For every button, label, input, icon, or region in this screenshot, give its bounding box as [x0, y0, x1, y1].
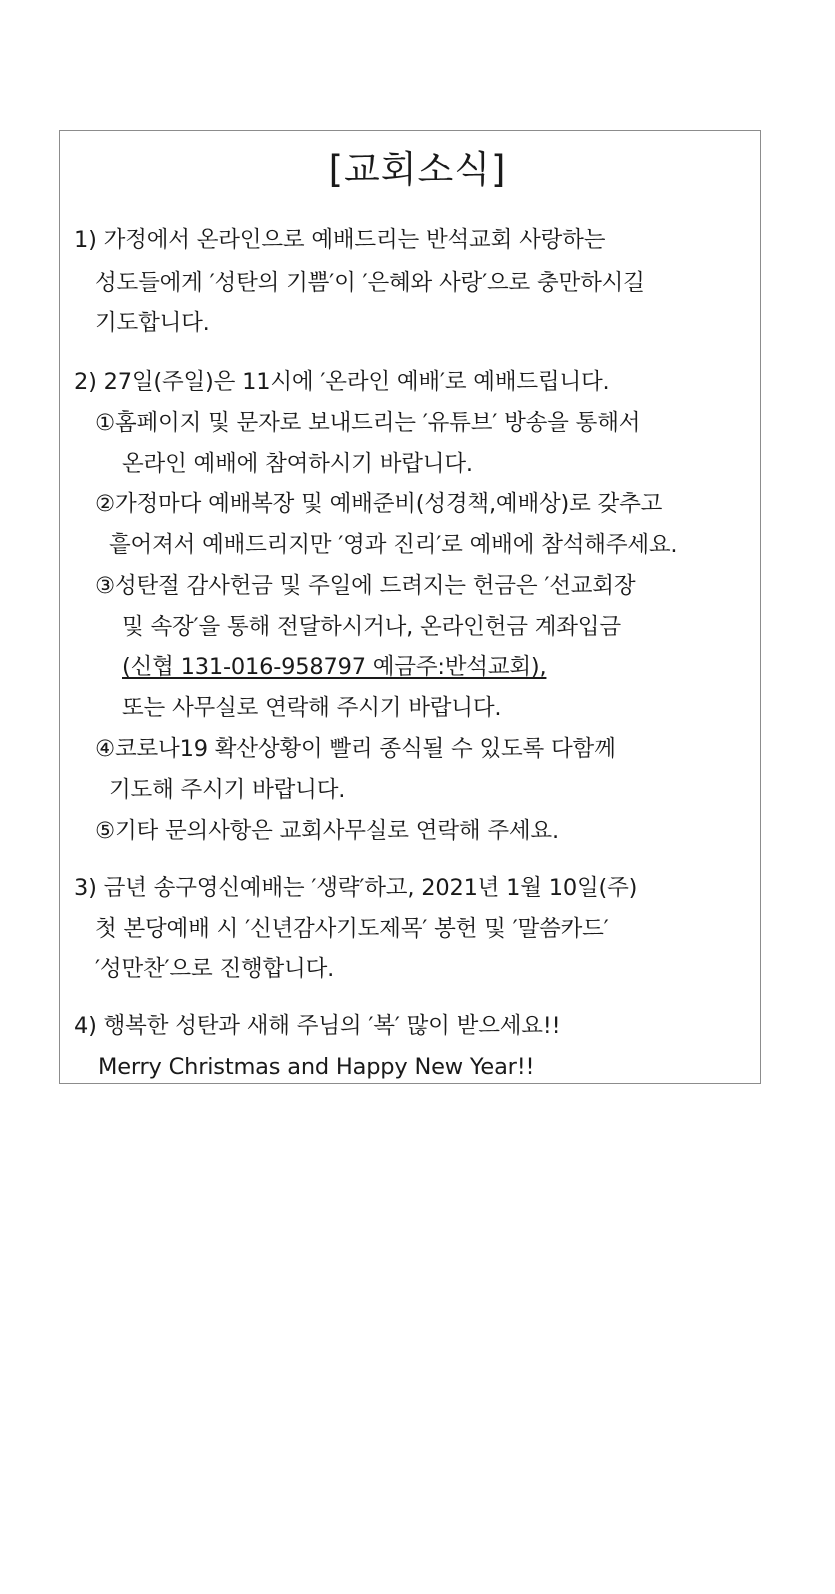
subitem-3-line-4: 또는 사무실로 연락해 주시기 바랍니다. [122, 695, 502, 721]
item-3-line-2: 첫 본당예배 시 ′신년감사기도제목′ 봉헌 및 ′말씀카드′ [95, 916, 609, 942]
item-1-line-1: 1) 가정에서 온라인으로 예배드리는 반석교회 사랑하는 [74, 227, 606, 253]
item-3-line-1: 3) 금년 송구영신예배는 ′생략′하고, 2021년 1월 10일(주) [74, 875, 638, 901]
item-1-line-3: 기도합니다. [95, 310, 210, 336]
subitem-4-line-2: 기도해 주시기 바랍니다. [109, 777, 346, 803]
item-4-line-2: Merry Christmas and Happy New Year!! [98, 1054, 535, 1080]
account-info: (신협 131-016-958797 예금주:반석교회), [122, 654, 547, 680]
item-1-line-2: 성도들에게 ′성탄의 기쁨′이 ′은혜와 사랑′으로 충만하시길 [95, 270, 645, 296]
subitem-1-line-2: 온라인 예배에 참여하시기 바랍니다. [122, 451, 473, 477]
subitem-4-line-1: ④코로나19 확산상황이 빨리 종식될 수 있도록 다함께 [95, 736, 616, 762]
item-3-line-3: ′성만찬′으로 진행합니다. [95, 956, 335, 982]
item-2-line-1: 2) 27일(주일)은 11시에 ′온라인 예배′로 예배드립니다. [74, 369, 610, 395]
subitem-5-line-1: ⑤기타 문의사항은 교회사무실로 연락해 주세요. [95, 818, 559, 844]
notice-title: [교회소식] [328, 148, 507, 191]
subitem-3-line-2: 및 속장′을 통해 전달하시거나, 온라인헌금 계좌입금 [122, 614, 621, 640]
subitem-2-line-2: 흩어져서 예배드리지만 ′영과 진리′로 예배에 참석해주세요. [109, 532, 678, 558]
subitem-2-line-1: ②가정마다 예배복장 및 예배준비(성경책,예배상)로 갖추고 [95, 491, 663, 517]
subitem-1-line-1: ①홈페이지 및 문자로 보내드리는 ′유튜브′ 방송을 통해서 [95, 410, 641, 436]
item-4-line-1: 4) 행복한 성탄과 새해 주님의 ′복′ 많이 받으세요!! [74, 1013, 561, 1039]
subitem-3-line-1: ③성탄절 감사헌금 및 주일에 드려지는 헌금은 ′선교회장 [95, 573, 636, 599]
